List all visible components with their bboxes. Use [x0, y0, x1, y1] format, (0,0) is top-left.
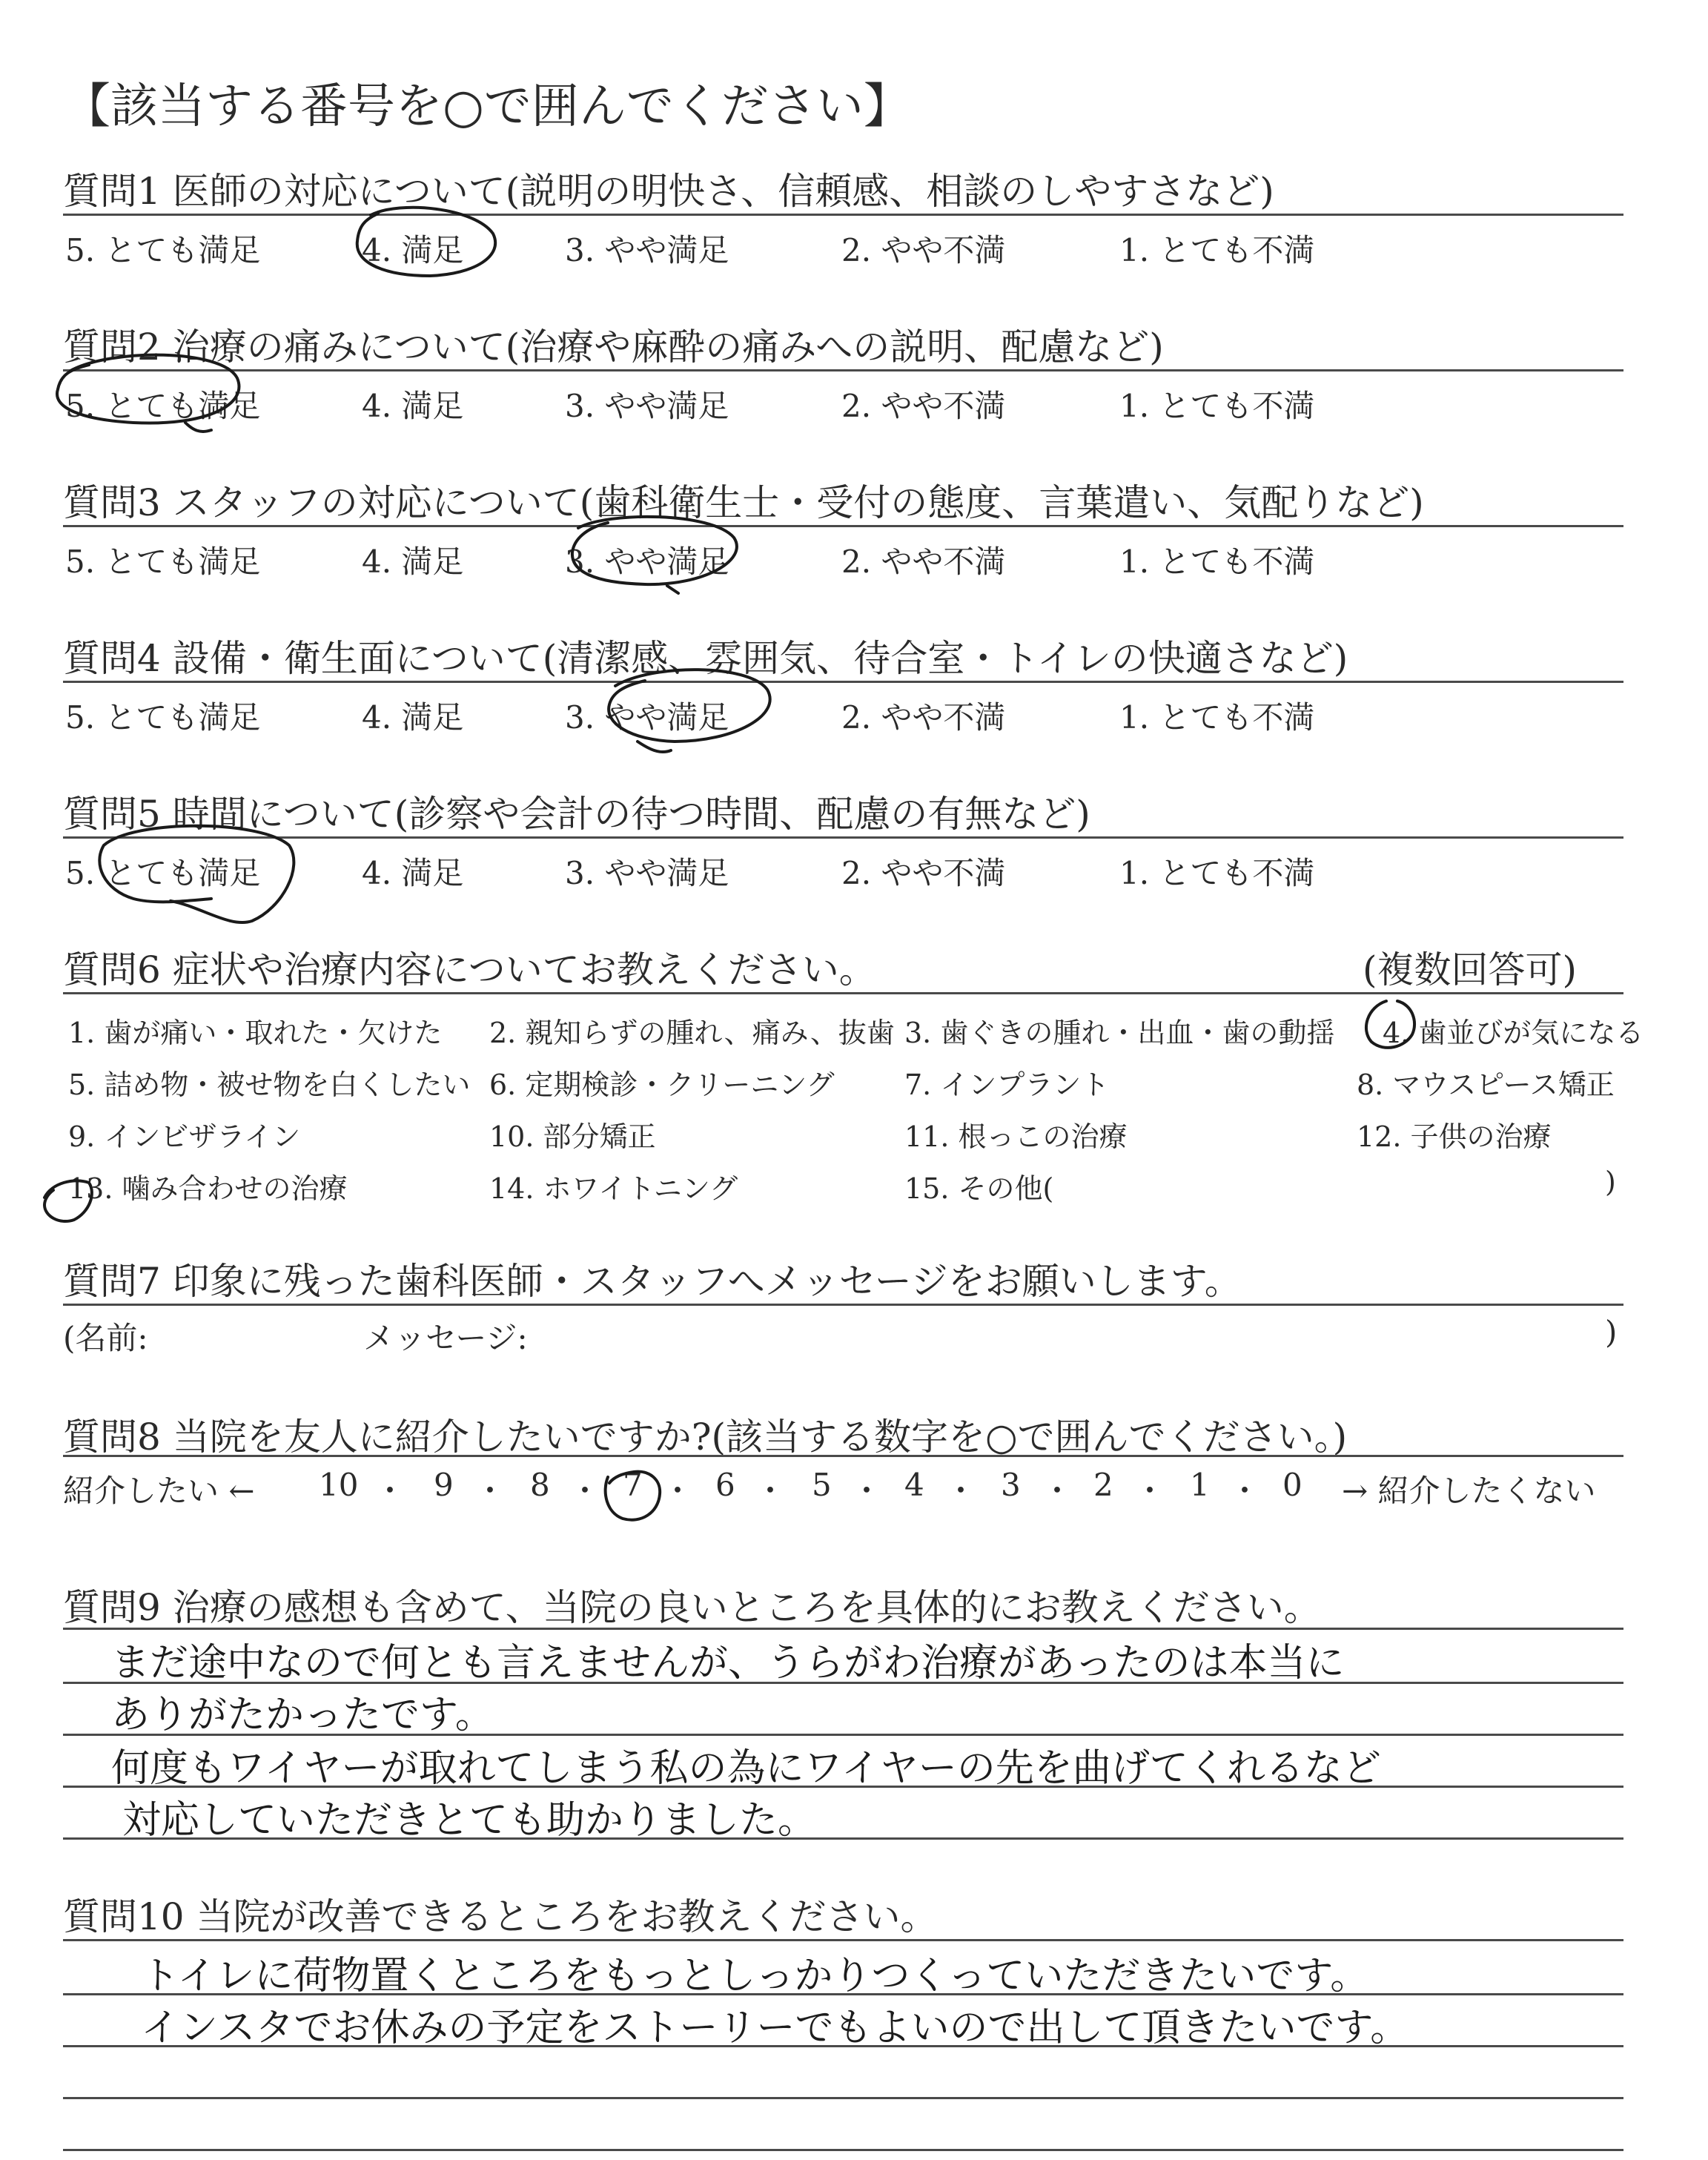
q6-item-8[interactable]: 8. マウスピース矯正 [1357, 1069, 1615, 1101]
rating-5[interactable]: 5 [812, 1467, 832, 1503]
q6-item-6[interactable]: 6. 定期検診・クリーニング [489, 1069, 835, 1101]
rating-3[interactable]: 3 [1001, 1467, 1021, 1503]
q2-option-1[interactable]: 1. とても不満 [1119, 388, 1315, 424]
q4-option-5[interactable]: 5. とても満足 [65, 699, 261, 736]
q6-item-5[interactable]: 5. 詰め物・被せ物を白くしたい [68, 1069, 471, 1101]
q3-selection-circle [572, 517, 737, 593]
rating-separator: ・ [755, 1473, 787, 1509]
q8-selection-circle [606, 1472, 661, 1520]
q1-option-1[interactable]: 1. とても不満 [1119, 232, 1315, 268]
q6-item-3[interactable]: 3. 歯ぐきの腫れ・出血・歯の動揺 [904, 1017, 1335, 1049]
rating-separator: ・ [1134, 1473, 1166, 1509]
q9-answer-line-4: 対応していただきとても助かりました。 [122, 1798, 817, 1843]
q7-close-paren: ) [1605, 1314, 1618, 1350]
q2-option-5[interactable]: 5. とても満足 [65, 388, 261, 424]
q6-item-4[interactable]: 4. 歯並びが気になる [1383, 1017, 1644, 1049]
q7-name-label: (名前: [63, 1320, 148, 1356]
rating-2[interactable]: 2 [1093, 1467, 1113, 1503]
q6-selection-circle-4 [1366, 1001, 1414, 1048]
q3-option-1[interactable]: 1. とても不満 [1119, 544, 1315, 580]
q5-option-5[interactable]: 5. とても満足 [65, 855, 261, 891]
rating-separator: ・ [569, 1473, 601, 1509]
q4-selection-circle [609, 670, 770, 752]
q10-answer-line-2: インスタでお休みの予定をストーリーでもよいので出して頂きたいです。 [141, 2006, 1409, 2050]
rating-separator: ・ [474, 1473, 506, 1509]
q1-option-2[interactable]: 2. やや不満 [841, 232, 1006, 268]
question-5-title: 質問5 時間について(診察や会計の待つ時間、配慮の有無など) [63, 793, 1090, 836]
q6-item-9[interactable]: 9. インビザライン [68, 1120, 301, 1153]
q4-option-4[interactable]: 4. 満足 [362, 699, 464, 736]
q1-option-4[interactable]: 4. 満足 [362, 232, 464, 268]
q4-option-2[interactable]: 2. やや不満 [841, 699, 1006, 736]
q1-selection-circle [357, 208, 495, 276]
q5-option-1[interactable]: 1. とても不満 [1119, 855, 1315, 891]
question-4-title: 質問4 設備・衛生面について(清潔感、雰囲気、待合室・トイレの快適さなど) [63, 637, 1348, 680]
question-2-title: 質問2 治療の痛みについて(治療や麻酔の痛みへの説明、配慮など) [63, 326, 1164, 369]
q3-option-4[interactable]: 4. 満足 [362, 544, 464, 580]
question-3-title: 質問3 スタッフの対応について(歯科衛生士・受付の態度、言葉遣い、気配りなど) [63, 481, 1424, 524]
q9-answer-line-2: ありがたかったです。 [111, 1693, 494, 1737]
q2-option-4[interactable]: 4. 満足 [362, 388, 464, 424]
rating-separator: ・ [662, 1473, 694, 1509]
page-title: 【該当する番号を○で囲んでください】 [63, 79, 911, 134]
recommend-label: 紹介したい ← [63, 1473, 255, 1509]
rating-separator: ・ [374, 1473, 406, 1509]
q6-item-11[interactable]: 11. 根っこの治療 [904, 1120, 1128, 1153]
q5-selection-circle [99, 826, 294, 922]
rating-4[interactable]: 4 [904, 1467, 924, 1503]
q3-option-3[interactable]: 3. やや満足 [565, 544, 729, 580]
rating-10[interactable]: 10 [319, 1467, 359, 1503]
question-8-title: 質問8 当院を友人に紹介したいですか?(該当する数字を○で囲んでください。) [63, 1416, 1348, 1459]
q5-option-4[interactable]: 4. 満足 [362, 855, 464, 891]
q3-option-5[interactable]: 5. とても満足 [65, 544, 261, 580]
rating-9[interactable]: 9 [434, 1467, 454, 1503]
rating-6[interactable]: 6 [715, 1467, 735, 1503]
q6-item-7[interactable]: 7. インプラント [904, 1069, 1110, 1101]
question-7-title: 質問7 印象に残った歯科医師・スタッフへメッセージをお願いします。 [63, 1260, 1242, 1303]
multiple-answer-note: (複数回答可) [1363, 948, 1578, 991]
rating-separator: ・ [851, 1473, 883, 1509]
q6-item-2[interactable]: 2. 親知らずの腫れ、痛み、抜歯 [489, 1017, 895, 1049]
q1-option-3[interactable]: 3. やや満足 [565, 232, 729, 268]
q6-item-15[interactable]: 15. その他( [904, 1172, 1054, 1205]
q6-selection-circle-13 [44, 1180, 92, 1221]
q2-selection-circle [57, 355, 239, 432]
q2-option-2[interactable]: 2. やや不満 [841, 388, 1006, 424]
q6-item-10[interactable]: 10. 部分矯正 [489, 1120, 656, 1153]
q9-answer-line-1: まだ途中なので何とも言えませんが、うらがわ治療があったのは本当に [111, 1641, 1345, 1685]
q2-option-3[interactable]: 3. やや満足 [565, 388, 729, 424]
q5-option-2[interactable]: 2. やや不満 [841, 855, 1006, 891]
question-1-title: 質問1 医師の対応について(説明の明快さ、信頼感、相談のしやすさなど) [63, 170, 1274, 213]
q6-item-13[interactable]: 13. 噛み合わせの治療 [68, 1172, 348, 1205]
rating-8[interactable]: 8 [530, 1467, 550, 1503]
question-10-title: 質問10 当院が改善できるところをお教えください。 [63, 1895, 938, 1938]
q4-option-3[interactable]: 3. やや満足 [565, 699, 729, 736]
not-recommend-label: → 紹介したくない [1342, 1473, 1596, 1509]
question-9-title: 質問9 治療の感想も含めて、当院の良いところを具体的にお教えください。 [63, 1586, 1321, 1629]
rating-separator: ・ [945, 1473, 977, 1509]
rating-0[interactable]: 0 [1282, 1467, 1302, 1503]
q1-option-5[interactable]: 5. とても満足 [65, 232, 261, 268]
q6-item-12[interactable]: 12. 子供の治療 [1357, 1120, 1552, 1153]
q6-item-1[interactable]: 1. 歯が痛い・取れた・欠けた [68, 1017, 443, 1049]
rating-1[interactable]: 1 [1190, 1467, 1210, 1503]
q6-item-14[interactable]: 14. ホワイトニング [489, 1172, 738, 1205]
q7-message-label: メッセージ: [363, 1320, 528, 1356]
q10-answer-line-1: トイレに荷物置くところをもっとしっかりつくっていただきたいです。 [141, 1954, 1369, 1998]
rating-7[interactable]: 7 [623, 1467, 643, 1503]
q6-other-close-paren: ) [1605, 1166, 1616, 1198]
q3-option-2[interactable]: 2. やや不満 [841, 544, 1006, 580]
rating-separator: ・ [1229, 1473, 1261, 1509]
rating-separator: ・ [1042, 1473, 1073, 1509]
question-6-title: 質問6 症状や治療内容についてお教えください。 [63, 948, 876, 991]
q5-option-3[interactable]: 3. やや満足 [565, 855, 729, 891]
q9-answer-line-3: 何度もワイヤーが取れてしまう私の為にワイヤーの先を曲げてくれるなど [111, 1746, 1381, 1791]
q4-option-1[interactable]: 1. とても不満 [1119, 699, 1315, 736]
